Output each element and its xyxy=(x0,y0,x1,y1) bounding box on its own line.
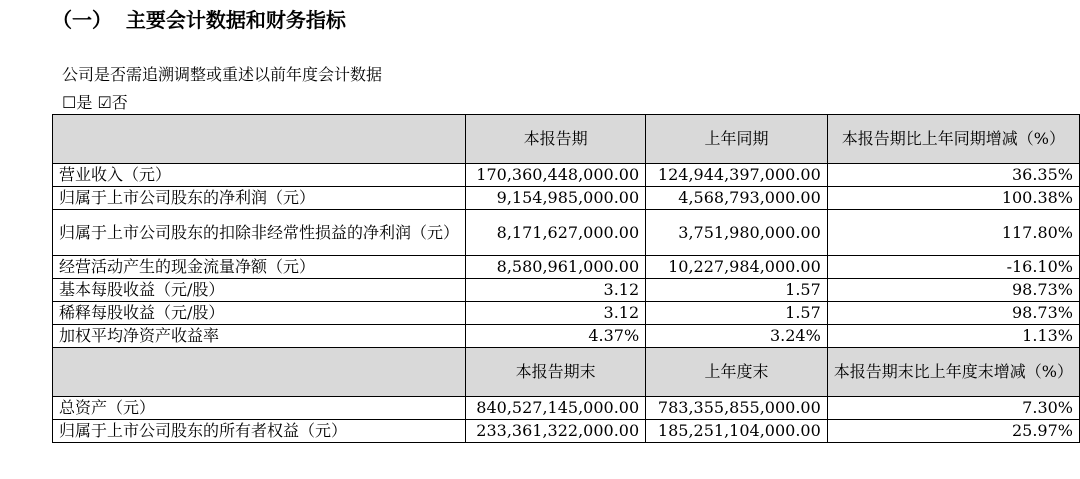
change-value: 98.73% xyxy=(827,279,1079,302)
current-value: 170,360,448,000.00 xyxy=(466,164,646,187)
key-financial-indicators-table xyxy=(52,114,1080,443)
table-header-row xyxy=(53,115,1080,164)
current-value: 8,171,627,000.00 xyxy=(466,210,646,256)
prior-value: 10,227,984,000.00 xyxy=(646,256,828,279)
header-cell-prior-year-end: 上年度末 xyxy=(646,348,828,397)
prior-value: 124,944,397,000.00 xyxy=(646,164,828,187)
row-label: 基本每股收益（元/股） xyxy=(53,279,466,302)
row-label: 总资产（元） xyxy=(53,397,466,420)
change-value: 1.13% xyxy=(827,325,1079,348)
row-label: 归属于上市公司股东的扣除非经常性损益的净利润（元） xyxy=(53,210,466,256)
change-value: 98.73% xyxy=(827,302,1079,325)
prior-value: 1.57 xyxy=(646,302,828,325)
current-value: 233,361,322,000.00 xyxy=(466,420,646,443)
row-label: 稀释每股收益（元/股） xyxy=(53,302,466,325)
change-value: 7.30% xyxy=(827,397,1079,420)
option-no-label: 否 xyxy=(111,93,128,112)
table-header-row xyxy=(53,348,1080,397)
change-value: 36.35% xyxy=(827,164,1079,187)
change-value: 25.97% xyxy=(827,420,1079,443)
table-row xyxy=(53,164,1080,187)
prior-value: 185,251,104,000.00 xyxy=(646,420,828,443)
current-value: 840,527,145,000.00 xyxy=(466,397,646,420)
header-cell-period-end: 本报告期末 xyxy=(466,348,646,397)
header-cell-period-end-change: 本报告期末比上年度末增减（%） xyxy=(827,348,1079,397)
change-value: 100.38% xyxy=(827,187,1079,210)
checkbox-unchecked-icon: ☐ xyxy=(62,93,77,112)
row-label: 营业收入（元） xyxy=(53,164,466,187)
checkbox-checked-icon: ☑ xyxy=(97,93,112,112)
current-value: 4.37% xyxy=(466,325,646,348)
current-value: 9,154,985,000.00 xyxy=(466,187,646,210)
table-row xyxy=(53,325,1080,348)
section-title: （一） 主要会计数据和财务指标 xyxy=(52,8,346,32)
table-row xyxy=(53,279,1080,302)
table-row xyxy=(53,210,1080,256)
retro-adjustment-options xyxy=(62,92,128,114)
retro-adjustment-question: 公司是否需追溯调整或重述以前年度会计数据 xyxy=(62,65,383,84)
header-cell-period-change: 本报告期比上年同期增减（%） xyxy=(827,115,1079,164)
current-value: 3.12 xyxy=(466,302,646,325)
table-row xyxy=(53,397,1080,420)
row-label: 加权平均净资产收益率 xyxy=(53,325,466,348)
change-value: 117.80% xyxy=(827,210,1079,256)
header-cell-current-period: 本报告期 xyxy=(466,115,646,164)
current-value: 3.12 xyxy=(466,279,646,302)
header-cell-prior-period: 上年同期 xyxy=(646,115,828,164)
table-row xyxy=(53,187,1080,210)
row-label: 经营活动产生的现金流量净额（元） xyxy=(53,256,466,279)
table-row xyxy=(53,302,1080,325)
prior-value: 1.57 xyxy=(646,279,828,302)
row-label: 归属于上市公司股东的所有者权益（元） xyxy=(53,420,466,443)
table-row xyxy=(53,256,1080,279)
header-cell-blank xyxy=(53,348,466,397)
prior-value: 4,568,793,000.00 xyxy=(646,187,828,210)
row-label: 归属于上市公司股东的净利润（元） xyxy=(53,187,466,210)
prior-value: 3.24% xyxy=(646,325,828,348)
header-cell-blank xyxy=(53,115,466,164)
option-yes-label: 是 xyxy=(76,93,93,112)
table-row xyxy=(53,420,1080,443)
current-value: 8,580,961,000.00 xyxy=(466,256,646,279)
change-value: -16.10% xyxy=(827,256,1079,279)
prior-value: 783,355,855,000.00 xyxy=(646,397,828,420)
prior-value: 3,751,980,000.00 xyxy=(646,210,828,256)
